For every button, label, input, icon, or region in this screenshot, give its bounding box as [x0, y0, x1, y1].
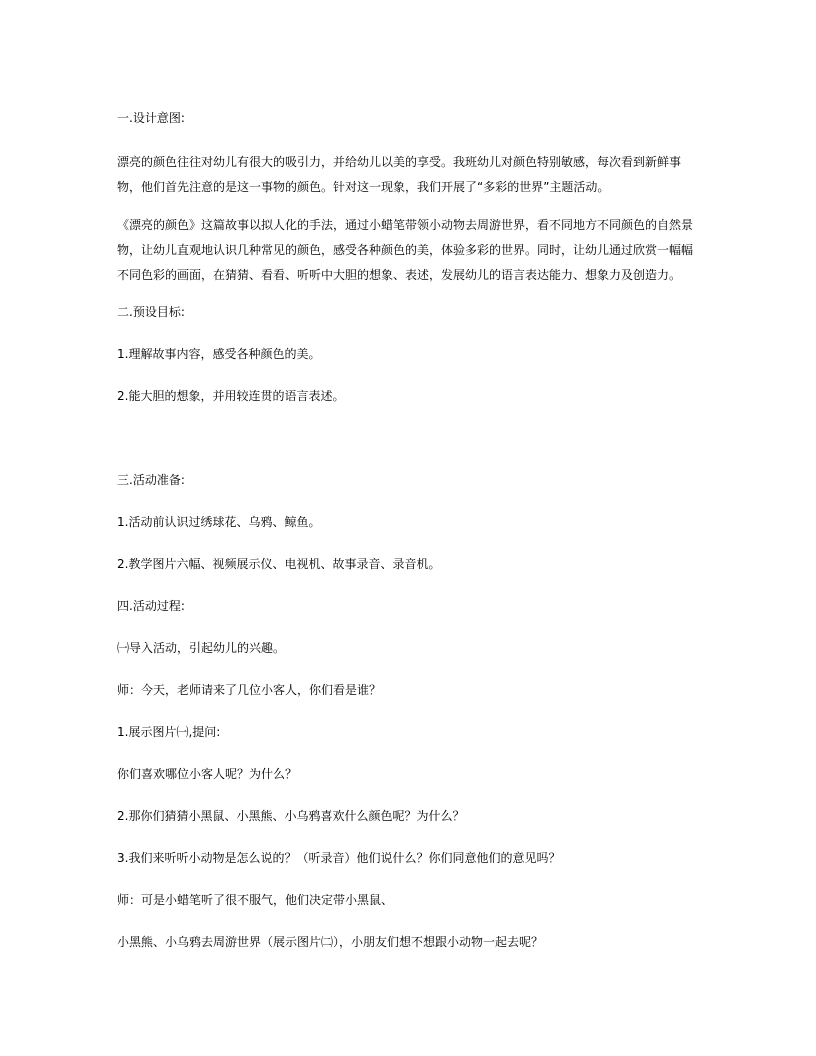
- goal-item: 1.理解故事内容，感受各种颜色的美。: [117, 347, 321, 361]
- section-heading-process: 四.活动过程:: [117, 599, 185, 613]
- section-heading-preparation: 三.活动准备:: [117, 473, 185, 487]
- teacher-line: 小黑熊、小乌鸦去周游世界（展示图片㈡），小朋友们想不想跟小动物一起去呢？: [117, 935, 544, 949]
- question-item: 你们喜欢哪位小客人呢？为什么？: [117, 767, 298, 781]
- teacher-line: 师：可是小蜡笔听了很不服气，他们决定带小黑鼠、: [117, 893, 394, 907]
- intro-paragraph: [117, 150, 707, 200]
- section-heading-design-intent: 一.设计意图:: [117, 111, 185, 125]
- prep-item: 2.教学图片六幅、视频展示仪、电视机、故事录音、录音机。: [117, 557, 441, 571]
- goal-item: 2.能大胆的想象，并用较连贯的语言表述。: [117, 389, 345, 403]
- teacher-line: 师：今天，老师请来了几位小客人，你们看是谁？: [117, 683, 382, 697]
- process-item: 1.展示图片㈠,提问:: [117, 725, 221, 739]
- story-line: 《漂亮的颜色》这篇故事以拟人化的手法，通过小蜡笔带领小动物去周游世界，看不同地方不同颜色的自然景: [117, 218, 694, 232]
- story-line: 不同色彩的画面，在猜猜、看看、听听中大胆的想象、表述，发展幼儿的语言表达能力、想象力及创造力。: [117, 268, 682, 282]
- intro-line: 物，他们首先注意的是这一事物的颜色。针对这一现象，我们开展了“多彩的世界”主题活动。: [117, 180, 610, 194]
- process-step: ㈠导入活动，引起幼儿的兴趣。: [117, 641, 286, 655]
- document-page: [117, 0, 707, 1056]
- story-paragraph: [117, 213, 707, 288]
- intro-line: 漂亮的颜色往往对幼儿有很大的吸引力，并给幼儿以美的享受。我班幼儿对颜色特别敏感，每次看到新鲜事: [117, 155, 682, 169]
- prep-item: 1.活动前认识过绣球花、乌鸦、鲸鱼。: [117, 515, 321, 529]
- question-item: 2.那你们猜猜小黑鼠、小黑熊、小乌鸦喜欢什么颜色呢？为什么？: [117, 809, 465, 823]
- question-item: 3.我们来听听小动物是怎么说的？（听录音）他们说什么？你们同意他们的意见吗？: [117, 851, 561, 865]
- story-line: 物，让幼儿直观地认识几种常见的颜色，感受各种颜色的美，体验多彩的世界。同时，让幼儿通过欣赏一幅幅: [117, 243, 694, 257]
- section-heading-goals: 二.预设目标:: [117, 305, 185, 319]
